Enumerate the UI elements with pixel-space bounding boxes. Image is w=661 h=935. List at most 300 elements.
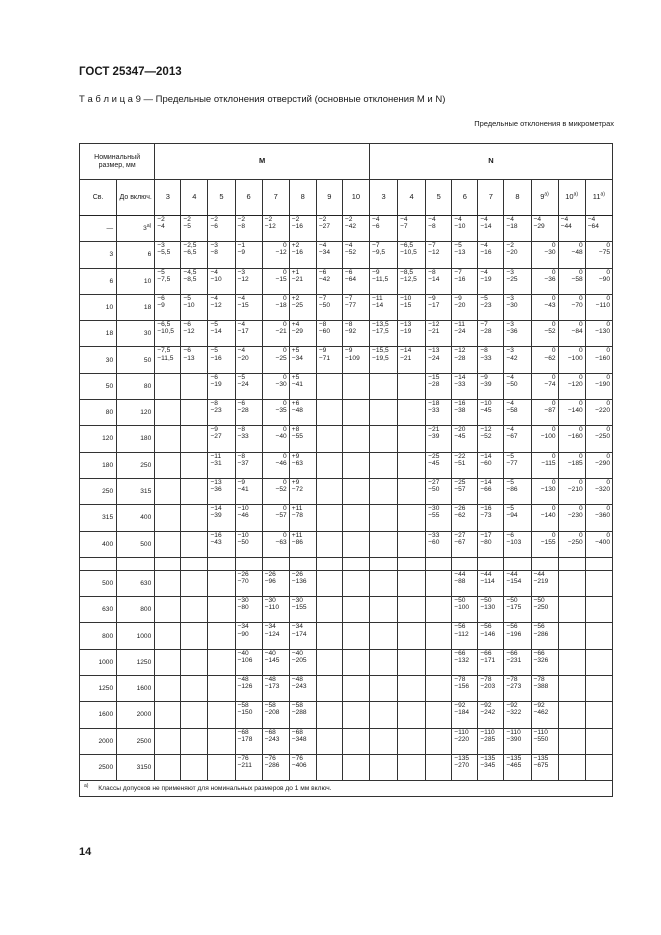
lower-deviation: −80 [237,604,249,612]
deviation-cell [558,570,585,596]
deviation-cell [398,347,426,373]
lower-deviation: −13 [183,354,195,362]
deviation-cell [426,676,452,702]
upper-deviation: −56 [533,623,545,631]
footnote-ref: а) [544,191,549,198]
deviation-cell [398,268,426,294]
deviation-cell [262,531,289,557]
upper-deviation: −7 [318,294,327,302]
separator-cell [426,557,452,570]
lower-deviation: −18 [506,223,518,231]
footnote-ref: а) [146,222,152,229]
upper-deviation: −50 [533,597,545,605]
upper-deviation: −2 [291,216,300,223]
upper-deviation: −2 [210,216,218,223]
size-from: 120 [80,426,117,452]
deviation-cell [235,754,262,780]
upper-deviation: 0 [606,347,610,355]
lower-deviation: −242 [480,709,496,717]
upper-deviation: −4 [237,347,246,355]
upper-deviation: −14 [210,505,222,513]
upper-deviation: −6 [506,531,514,539]
upper-deviation: −13 [428,347,440,355]
deviation-cell [155,268,181,294]
upper-deviation: −34 [237,623,249,631]
table-row [80,400,613,426]
lower-deviation: −286 [264,762,280,770]
upper-deviation: 0 [283,400,287,408]
upper-deviation: −4 [454,216,462,223]
separator-cell [155,557,181,570]
lower-deviation: −20 [237,354,249,362]
deviation-cell [452,649,478,675]
upper-deviation: −9 [454,294,462,302]
deviation-cell [426,216,452,242]
separator-cell [342,557,369,570]
lower-deviation: −219 [533,577,549,585]
deviation-cell [398,321,426,347]
deviation-cell [155,649,181,675]
lower-deviation: −5,5 [157,249,171,257]
lower-deviation: −10 [183,302,195,309]
upper-deviation: 0 [551,452,556,460]
lower-deviation: −21 [275,328,287,336]
upper-deviation: −6 [157,294,165,302]
deviation-cell [531,505,558,531]
deviation-cell [531,373,558,399]
deviation-cell [558,347,585,373]
lower-deviation: −70 [571,302,583,309]
upper-deviation: −66 [506,649,518,657]
upper-deviation: +2 [291,294,300,302]
upper-deviation: −3 [506,321,514,329]
table-row [80,702,613,728]
header-grade-m: 5 [208,180,235,216]
lower-deviation: −21 [400,354,412,362]
lower-deviation: −145 [264,656,280,664]
deviation-cell [316,216,342,242]
deviation-cell [369,294,397,320]
deviation-cell [342,676,369,702]
size-to-value: 30 [143,330,152,338]
upper-deviation: −7 [480,321,488,329]
deviation-cell [262,702,289,728]
upper-deviation: −14 [480,452,492,460]
lower-deviation: −17 [237,328,249,336]
deviation-cell [289,216,316,242]
upper-deviation: −3 [210,242,218,250]
deviation-cell [262,347,289,373]
lower-deviation: −8 [210,249,218,257]
deviation-cell [181,426,208,452]
upper-deviation: −76 [237,754,249,762]
lower-deviation: −62 [454,512,466,520]
lower-deviation: −58 [571,275,583,283]
lower-deviation: −28 [480,328,492,336]
upper-deviation: −78 [506,676,518,684]
deviation-cell [316,570,342,596]
lower-deviation: −21 [428,328,440,336]
deviation-cell [478,294,504,320]
upper-deviation: −7 [454,268,462,276]
lower-deviation: −173 [264,683,280,691]
lower-deviation: −36 [210,486,222,494]
deviation-cell [452,294,478,320]
lower-deviation: −106 [237,656,253,664]
deviation-cell [262,505,289,531]
lower-deviation: −39 [210,512,222,520]
deviation-cell [289,597,316,623]
upper-deviation: −12 [428,321,440,329]
lower-deviation: −90 [237,630,249,638]
deviation-cell [426,702,452,728]
deviation-cell [452,505,478,531]
lower-deviation: −156 [454,683,470,691]
lower-deviation: −30 [544,249,556,257]
lower-deviation: −11,5 [371,275,389,283]
size-from: 10 [80,294,117,320]
lower-deviation: −220 [454,735,470,743]
deviation-cell [585,531,612,557]
deviation-cell [478,649,504,675]
upper-deviation: −9 [480,373,488,381]
upper-deviation: 0 [579,347,583,355]
upper-deviation: −68 [291,728,303,736]
upper-deviation: −135 [533,754,549,762]
deviation-cell [316,294,342,320]
deviation-cell [426,505,452,531]
lower-deviation: −6 [210,223,218,231]
deviation-cell [181,702,208,728]
lower-deviation: −12 [210,302,222,309]
lower-deviation: −25 [275,354,287,362]
deviation-cell [289,531,316,557]
deviation-cell [235,597,262,623]
lower-deviation: −60 [318,328,330,336]
separator-cell [80,557,117,570]
upper-deviation: −18 [428,400,440,408]
deviation-cell [478,400,504,426]
upper-deviation: −20 [454,426,466,434]
upper-deviation: −135 [480,754,496,762]
lower-deviation: −103 [506,538,522,546]
upper-deviation: −48 [264,676,276,684]
lower-deviation: −58 [506,407,518,415]
lower-deviation: −28 [454,354,466,362]
upper-deviation: −14 [400,347,412,355]
lower-deviation: −23 [210,407,222,415]
lower-deviation: −33 [454,380,466,388]
lower-deviation: −16 [210,354,222,362]
lower-deviation: −12 [183,328,195,336]
deviation-cell [181,452,208,478]
lower-deviation: −112 [454,630,469,638]
deviation-cell [558,754,585,780]
size-to [117,452,155,478]
upper-deviation: −14 [480,478,492,486]
deviation-cell [208,623,235,649]
deviation-cell [426,373,452,399]
lower-deviation: −33 [480,354,492,362]
deviation-cell [262,478,289,504]
upper-deviation: −135 [506,754,522,762]
size-from: 250 [80,478,117,504]
deviation-cell [531,400,558,426]
deviation-cell [289,754,316,780]
deviation-cell [369,597,397,623]
upper-deviation: 0 [283,452,287,460]
deviation-cell [208,321,235,347]
lower-deviation: −24 [237,380,249,388]
upper-deviation: −3 [506,347,514,355]
deviation-cell [531,623,558,649]
lower-deviation: −45 [480,407,492,415]
table-row [80,268,613,294]
lower-deviation: −52 [275,486,287,494]
deviation-cell [504,505,531,531]
deviation-cell [262,570,289,596]
deviation-cell [426,531,452,557]
upper-deviation: −110 [533,728,548,736]
upper-deviation: −26 [237,570,249,578]
separator-cell [289,557,316,570]
upper-deviation: −7 [428,242,436,250]
lower-deviation: −15 [275,275,287,283]
lower-deviation: −109 [344,354,360,362]
lower-deviation: −14 [210,328,222,336]
deviation-cell [398,531,426,557]
deviation-cell [342,426,369,452]
deviation-cell [398,452,426,478]
upper-deviation: −2 [264,216,273,223]
lower-deviation: −50 [318,302,330,309]
deviation-cell [426,321,452,347]
lower-deviation: −6 [371,223,380,231]
size-to-value: 3 [143,225,147,233]
deviation-cell [531,597,558,623]
upper-deviation: −4 [237,321,246,329]
upper-deviation: 0 [283,294,287,302]
deviation-cell [369,321,397,347]
deviation-cell [426,570,452,596]
lower-deviation: −155 [540,538,556,546]
lower-deviation: −6,5 [183,249,197,257]
deviation-cell [452,452,478,478]
upper-deviation: −12 [454,347,466,355]
lower-deviation: −140 [540,512,556,520]
upper-deviation: −25 [428,452,440,460]
deviation-cell [504,321,531,347]
lower-deviation: −120 [567,380,583,388]
table-body-large-sizes [80,557,613,780]
lower-deviation: −12 [264,223,276,231]
deviation-cell [155,294,181,320]
deviation-cell [262,216,289,242]
lower-deviation: −110 [595,302,610,309]
upper-deviation: −92 [480,702,492,710]
deviation-cell [342,531,369,557]
upper-deviation: 0 [283,242,287,250]
deviation-cell [398,242,426,268]
size-to-value: 80 [143,382,152,390]
lower-deviation: −100 [540,433,556,441]
upper-deviation: +2 [291,242,300,250]
size-to: 3150 [117,754,155,780]
lower-deviation: −86 [506,486,518,494]
upper-deviation: −4 [506,426,514,434]
lower-deviation: −250 [595,433,610,441]
lower-deviation: −29 [533,223,545,231]
upper-deviation: −4 [480,216,488,223]
lower-deviation: −322 [506,709,522,717]
deviation-cell [504,570,531,596]
size-to-value: 10 [143,277,152,285]
deviation-cell [585,702,612,728]
lower-deviation: −220 [595,407,610,415]
upper-deviation: 0 [551,478,556,486]
deviation-cell [531,268,558,294]
deviation-cell [208,400,235,426]
deviation-cell [585,242,612,268]
lower-deviation: −17,5 [371,328,389,336]
upper-deviation: −2 [157,216,165,223]
upper-deviation: 0 [579,478,583,486]
deviation-cell [262,426,289,452]
upper-deviation: −27 [428,478,440,486]
lower-deviation: −12 [428,249,440,257]
upper-deviation: −13,5 [371,321,389,329]
upper-deviation: −2,5 [183,242,197,250]
deviation-cell [155,216,181,242]
deviation-cell [235,505,262,531]
deviation-cell [504,400,531,426]
deviation-cell [478,676,504,702]
lower-deviation: −44 [560,223,572,231]
size-to-value: 120 [140,409,152,417]
deviation-cell [426,347,452,373]
deviation-cell [369,728,397,754]
lower-deviation: −86 [291,538,303,546]
upper-deviation: −78 [454,676,466,684]
deviation-cell [426,426,452,452]
upper-deviation: −40 [291,649,303,657]
deviation-cell [504,623,531,649]
lower-deviation: −20 [454,302,466,309]
lower-deviation: −57 [275,512,287,520]
lower-deviation: −348 [291,735,307,743]
upper-deviation: +11 [291,505,303,513]
lower-deviation: −94 [506,512,518,520]
deviation-cell [235,728,262,754]
deviation-cell [531,754,558,780]
upper-deviation: 0 [606,321,610,329]
lower-deviation: −462 [533,709,549,717]
upper-deviation: 0 [283,373,287,381]
header-grade-n [504,180,531,216]
table-row [80,452,613,478]
upper-deviation: 0 [551,242,556,250]
deviation-cell [558,294,585,320]
lower-deviation: −51 [454,459,466,467]
header-grade-n [558,180,585,216]
upper-deviation: 0 [579,452,583,460]
size-to-value: 400 [140,514,152,522]
upper-deviation: 0 [551,294,556,302]
table-row [80,728,613,754]
size-to [117,531,155,557]
size-to-value: 500 [140,540,152,548]
upper-deviation: −25 [454,478,466,486]
deviation-cell [558,373,585,399]
deviation-cell [208,242,235,268]
deviation-cell [342,347,369,373]
deviation-cell [289,268,316,294]
size-to [117,294,155,320]
deviation-cell [208,728,235,754]
deviation-cell [504,754,531,780]
deviation-cell [531,570,558,596]
lower-deviation: −8,5 [183,275,197,283]
lower-deviation: −9 [157,302,165,309]
lower-deviation: −406 [291,762,307,770]
deviation-cell [478,242,504,268]
document-title: ГОСТ 25347—2013 [79,66,182,78]
size-from: 50 [80,373,117,399]
table-caption: Т а б л и ц а 9 — Предельные отклонения отверстий (основные отклонения M и N) [79,94,446,105]
size-to: 1250 [117,649,155,675]
upper-deviation: −78 [480,676,492,684]
lower-deviation: −10,5 [157,328,174,336]
header-grade-m: 6 [235,180,262,216]
deviation-cell [342,242,369,268]
lower-deviation: −250 [567,538,583,546]
upper-deviation: −6,5 [400,242,414,250]
deviation-cell [452,531,478,557]
upper-deviation: −5 [480,294,488,302]
deviation-cell [504,452,531,478]
deviation-cell [558,649,585,675]
deviation-cell [426,268,452,294]
upper-deviation: −4 [506,216,514,223]
size-to-value: 50 [143,356,152,364]
separator-cell [181,557,208,570]
footnote-text: Классы допусков не применяют для номинальных размеров до 1 мм включ. [98,785,332,793]
upper-deviation: −110 [454,728,469,736]
deviation-cell [235,531,262,557]
size-from: 400 [80,531,117,557]
upper-deviation: −3 [237,268,246,276]
lower-deviation: −10,5 [400,249,417,257]
deviation-cell [585,294,612,320]
page-number: 14 [79,846,92,858]
lower-deviation: −13 [454,249,466,257]
upper-deviation: −4 [506,400,514,408]
grade-label: 9 [540,192,545,202]
lower-deviation: −270 [454,762,470,770]
header-group-n: N [369,144,612,180]
deviation-cell [504,242,531,268]
lower-deviation: −16 [454,275,466,283]
upper-deviation: −16 [480,505,492,513]
deviation-cell [504,373,531,399]
upper-deviation: −4 [210,268,218,276]
deviation-cell [369,531,397,557]
grade-label: 7 [488,192,493,202]
deviation-cell [531,676,558,702]
upper-deviation: −56 [454,623,466,631]
deviation-cell [155,570,181,596]
deviation-cell [398,400,426,426]
